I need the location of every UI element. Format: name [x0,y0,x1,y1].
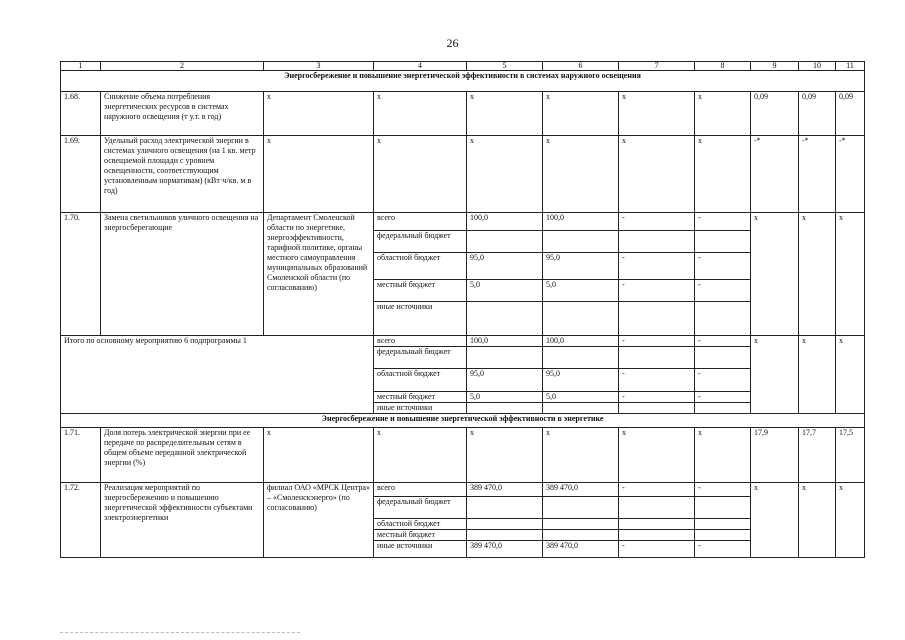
table-row [61,428,865,483]
table-row [61,92,865,136]
cell: - [695,253,751,280]
cell: -* [751,136,799,213]
cell: х [751,336,799,414]
cell: х [695,428,751,483]
cell: 5,0 [467,392,543,403]
row-number: 1.68. [61,92,101,136]
cell: -* [799,136,836,213]
cell: х [799,336,836,414]
cell: х [543,428,619,483]
cell: - [695,483,751,497]
cell: х [374,428,467,483]
section-heading-lighting: Энергосбережение и повышение энергетической эффективности в системах наружного освещения [61,71,865,92]
cell [619,231,695,253]
source-label: федеральный бюджет [374,497,467,519]
source-label: иные источники [374,541,467,558]
cell: 100,0 [543,336,619,347]
cell: 100,0 [467,336,543,347]
cell: - [695,392,751,403]
cell: х [836,483,865,558]
cell: 100,0 [467,213,543,231]
cell: 389 470,0 [467,483,543,497]
cell: 389 470,0 [543,483,619,497]
row-name: Реализация мероприятий по энергосбережению и повышению энергетической эффективности субъектами электроэнергетики [101,483,264,558]
table-row [61,483,865,497]
cell: 0,09 [751,92,799,136]
column-number-row [61,62,865,71]
col-header: 6 [543,62,619,71]
row-executor: Департамент Смоленской области по энергетике, энергоэффективности, тарифной политике, органы местного самоуправления муниципальных образований Смоленской области (по согласованию) [264,213,374,336]
cell [467,403,543,414]
col-header: 1 [61,62,101,71]
row-number: 1.69. [61,136,101,213]
cell [543,403,619,414]
row-name: Замена светильников уличного освещения на энергосберегающие [101,213,264,336]
source-label: федеральный бюджет [374,347,467,369]
table-row [61,336,865,347]
source-label: областной бюджет [374,253,467,280]
cell: 17,7 [799,428,836,483]
section-heading-energy: Энергосбережение и повышение энергетической эффективности в энергетике [61,414,865,428]
cell: - [695,369,751,392]
source-label: местный бюджет [374,530,467,541]
cell: - [695,213,751,231]
cell: 17,5 [836,428,865,483]
cell: - [619,392,695,403]
cell: 0,09 [836,92,865,136]
source-label: местный бюджет [374,280,467,302]
cell [695,403,751,414]
cell: -* [836,136,865,213]
cell: х [467,92,543,136]
cell: х [543,136,619,213]
cell: 95,0 [467,253,543,280]
cell: х [799,213,836,336]
cell: х [695,92,751,136]
cell [467,347,543,369]
cell: 5,0 [543,392,619,403]
cell: х [264,136,374,213]
cell [467,497,543,519]
col-header: 7 [619,62,695,71]
cell: х [619,136,695,213]
col-header: 8 [695,62,751,71]
source-label: областной бюджет [374,369,467,392]
cell [543,519,619,530]
row-number: 1.71. [61,428,101,483]
source-label: всего [374,483,467,497]
program-table [60,61,865,558]
cell [543,231,619,253]
cell [619,403,695,414]
cell: х [619,428,695,483]
row-name: Снижение объема потребления энергетических ресурсов в системах наружного освещения (т у.т. в год) [101,92,264,136]
cell [543,530,619,541]
source-label: областной бюджет [374,519,467,530]
cell: - [619,369,695,392]
cell [619,530,695,541]
cell: х [799,483,836,558]
cell: х [619,92,695,136]
cell: х [836,336,865,414]
cell [695,302,751,336]
cell [467,302,543,336]
source-label: иные источники [374,302,467,336]
cell: х [467,428,543,483]
cell: х [374,92,467,136]
col-header: 9 [751,62,799,71]
cell [619,302,695,336]
row-name: Удельный расход электрической энергии в системах уличного освещения (на 1 кв. метр освещаемой площади с уровнем освещенности, соответствующим установленным нормативам) (кВт·ч/кв. м в год) [101,136,264,213]
cell [543,497,619,519]
col-header: 11 [836,62,865,71]
col-header: 4 [374,62,467,71]
col-header: 3 [264,62,374,71]
table-row [61,136,865,213]
col-header: 2 [101,62,264,71]
cell: 95,0 [467,369,543,392]
source-label: местный бюджет [374,392,467,403]
col-header: 10 [799,62,836,71]
cell: - [695,336,751,347]
cell [695,231,751,253]
cell: - [695,280,751,302]
row-name: Доля потерь электрической энергии при ее передаче по распределительным сетям в общем объеме переданной электрической энергии (%) [101,428,264,483]
cell: х [264,428,374,483]
cell [467,231,543,253]
cell: 100,0 [543,213,619,231]
cell: х [374,136,467,213]
cell: 95,0 [543,369,619,392]
page-number: 26 [446,36,459,50]
cell: - [619,541,695,558]
cell: 389 470,0 [467,541,543,558]
cell: х [695,136,751,213]
cell [467,530,543,541]
scan-artifact-divider [60,632,300,635]
cell [619,497,695,519]
row-number: 1.72. [61,483,101,558]
cell [695,530,751,541]
cell [543,347,619,369]
cell: - [619,483,695,497]
source-label: всего [374,336,467,347]
cell [619,347,695,369]
cell: 5,0 [543,280,619,302]
col-header: 5 [467,62,543,71]
source-label: федеральный бюджет [374,231,467,253]
cell: 95,0 [543,253,619,280]
cell: х [264,92,374,136]
cell [695,347,751,369]
cell: 17,9 [751,428,799,483]
cell [695,497,751,519]
cell [467,519,543,530]
cell: х [836,213,865,336]
cell [543,302,619,336]
cell [695,519,751,530]
cell: х [751,213,799,336]
cell: х [751,483,799,558]
cell: 5,0 [467,280,543,302]
source-label: всего [374,213,467,231]
cell [619,519,695,530]
cell: 0,09 [799,92,836,136]
source-label: иные источники [374,403,467,414]
cell: - [619,336,695,347]
cell: - [619,280,695,302]
row-number: 1.70. [61,213,101,336]
cell: х [543,92,619,136]
cell: - [619,253,695,280]
cell: - [695,541,751,558]
cell: х [467,136,543,213]
total-label: Итого по основному мероприятию 6 подпрограммы 1 [61,336,374,414]
row-executor: филиал ОАО «МРСК Центра» – «Смоленскэнерго» (по согласованию) [264,483,374,558]
cell: - [619,213,695,231]
cell: 389 470,0 [543,541,619,558]
table-row [61,213,865,231]
